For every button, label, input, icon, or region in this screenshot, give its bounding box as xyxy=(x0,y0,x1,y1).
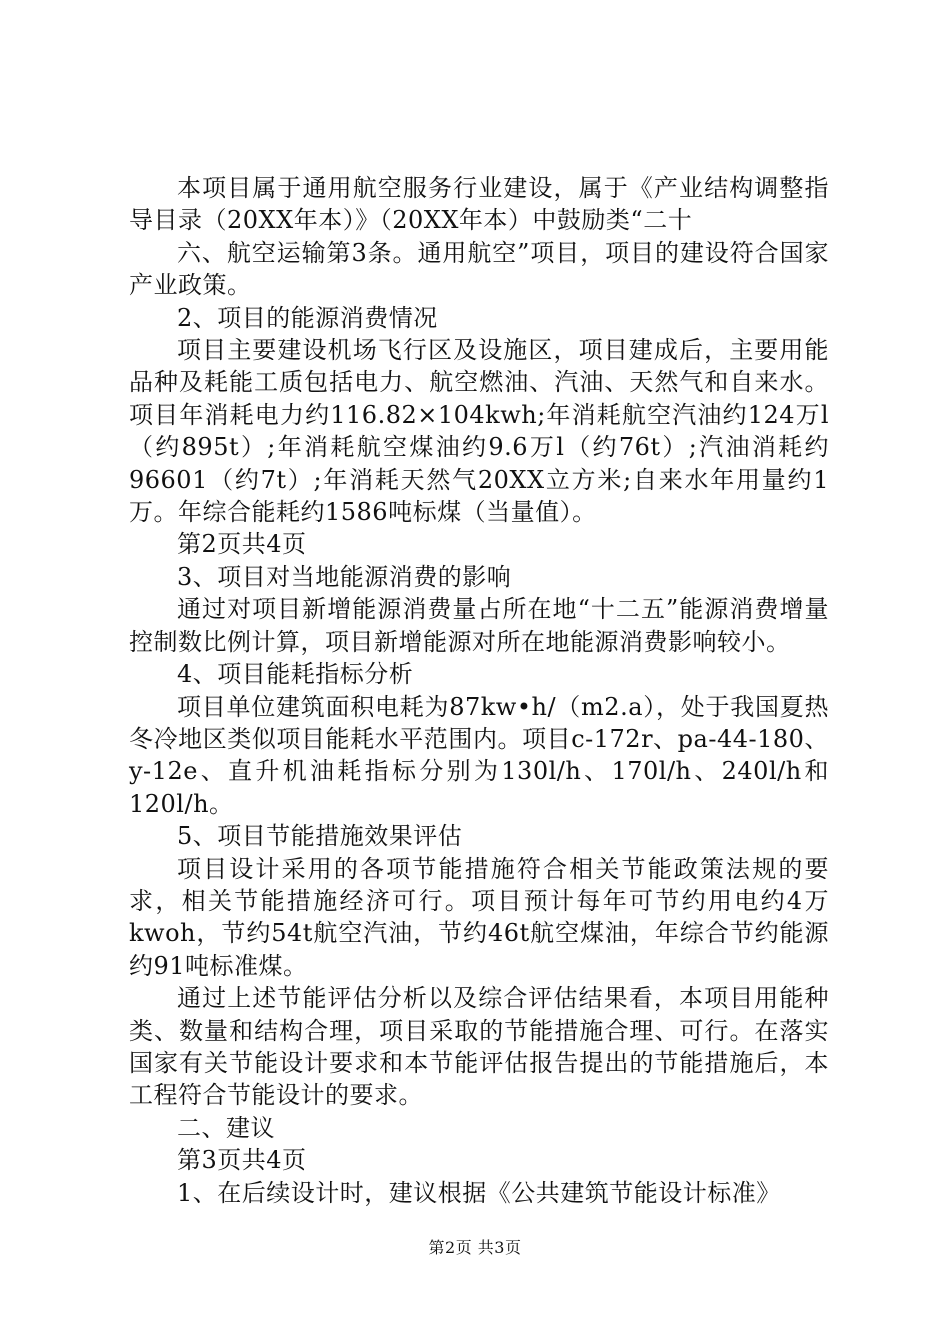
paragraph-suggestion-1: 1、在后续设计时，建议根据《公共建筑节能设计标准》 xyxy=(177,1178,781,1207)
heading-measures-evaluation: 5、项目节能措施效果评估 xyxy=(177,822,463,851)
document-body xyxy=(129,172,829,1209)
paragraph-measures-evaluation: 项目设计采用的各项节能措施符合相关节能政策法规的要求，相关节能措施经济可行。项目预计每年可节约用电约4万kwoh，节约54t航空汽油，节约46t航空煤油，年综合节约能源约91吨标准煤。 xyxy=(129,854,829,980)
heading-suggestions: 二、建议 xyxy=(177,1113,275,1142)
paragraph-conclusion: 通过上述节能评估分析以及综合评估结果看，本项目用能种类、数量和结构合理，项目采取的节能措施合理、可行。在落实国家有关节能设计要求和本节能评估报告提出的节能措施后，本工程符合节能设计的要求。 xyxy=(129,984,829,1110)
inline-page-marker: 第3页共4页 xyxy=(177,1146,307,1175)
paragraph-energy-indicators: 项目单位建筑面积电耗为87kw•h/（m2.a），处于我国夏热冬冷地区类似项目能耗水平范围内。项目c-172r、pa-44-180、y-12e、直升机油耗指标分别为130l/h、170l/h、240l/h和120l/h。 xyxy=(129,692,829,818)
paragraph-industry-policy: 本项目属于通用航空服务行业建设，属于《产业结构调整指导目录（20XX年本）》（20XX年本）中鼓励类“二十 xyxy=(129,174,829,235)
heading-energy-indicators: 4、项目能耗指标分析 xyxy=(177,660,414,689)
heading-energy-consumption: 2、项目的能源消费情况 xyxy=(177,303,438,332)
paragraph-energy-consumption: 项目主要建设机场飞行区及设施区，项目建成后，主要用能品种及耗能工质包括电力、航空燃油、汽油、天然气和自来水。项目年消耗电力约116.82×104kwh;年消耗航空汽油约124万l（约895t）;年消耗航空煤油约9.6万l（约76t）;汽油消耗约96601（约7t）;年消耗天然气20XX立方米;自来水年用量约1万。年综合能耗约1586吨标煤（当量值）。 xyxy=(129,336,829,527)
heading-local-impact: 3、项目对当地能源消费的影响 xyxy=(177,562,512,591)
page-footer: 第2页 共3页 xyxy=(428,1238,522,1257)
paragraph-industry-policy-cont: 六、航空运输第3条。通用航空”项目，项目的建设符合国家产业政策。 xyxy=(129,238,829,300)
inline-page-marker: 第2页共4页 xyxy=(177,530,307,559)
paragraph-local-impact: 通过对项目新增能源消费量占所在地“十二五”能源消费增量控制数比例计算，项目新增能源对所在地能源消费影响较小。 xyxy=(129,595,829,656)
